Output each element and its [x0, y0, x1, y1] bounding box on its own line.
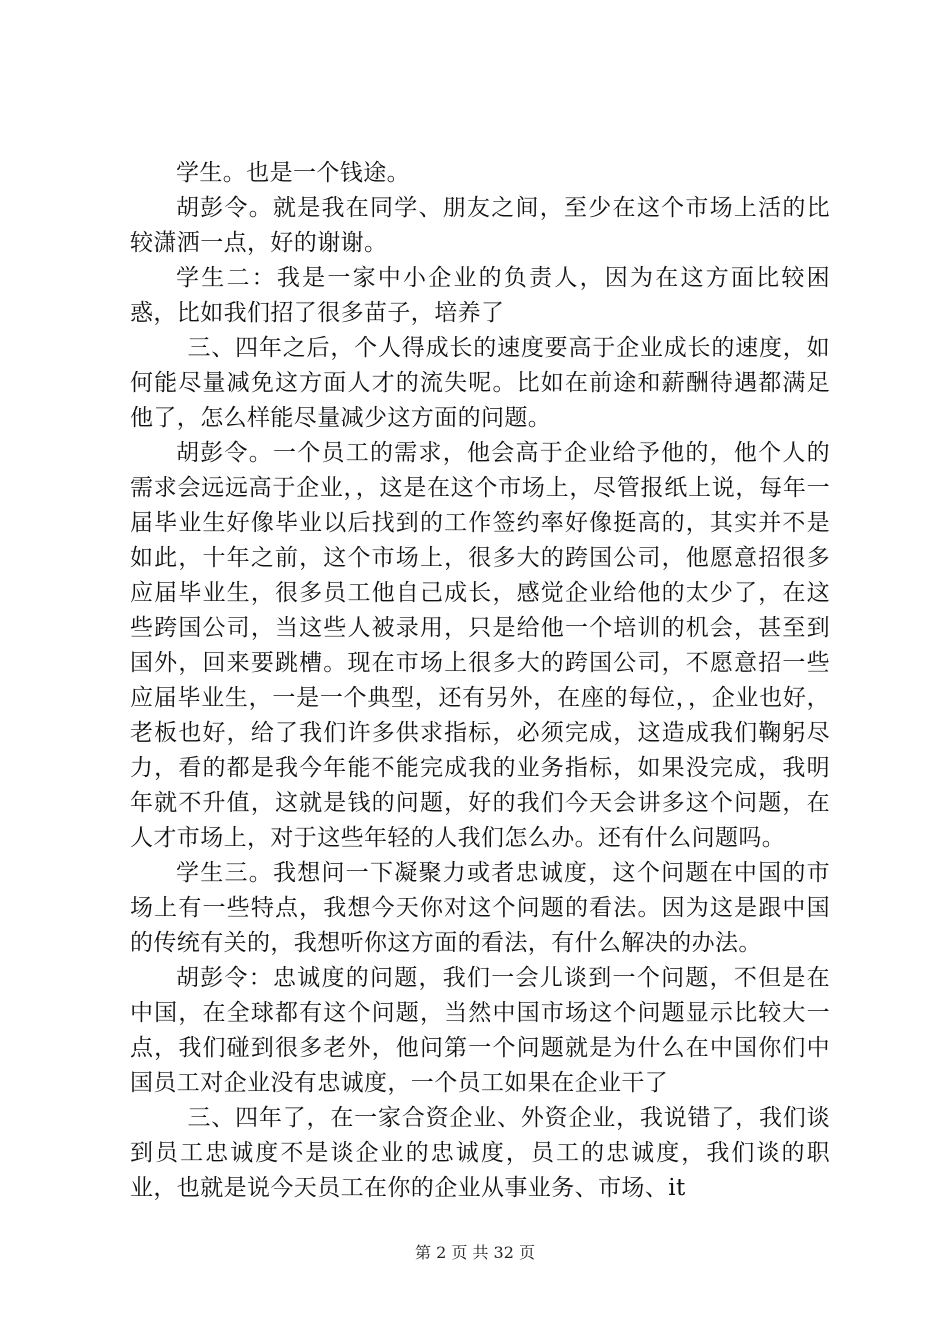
paragraph-5: 胡彭令。一个员工的需求，他会高于企业给予他的，他个人的需求会远远高于企业，，这是在这个市场上，尽管报纸上说，每年一届毕业生好像毕业以后找到的工作签约率好像挺高的，其实并不是如此，十年之前，这个市场上，很多大的跨国公司，他愿意招很多应届毕业生，很多员工他自己成长，感觉企业给他的太少了，在这些跨国公司，当这些人被录用，只是给他一个培训的机会，甚至到国外，回来要跳槽。现在市场上很多大的跨国公司，不愿意招一些应届毕业生，一是一个典型，还有另外，在座的每位，，企业也好，老板也好，给了我们许多供求指标，必须完成，这造成我们鞠躬尽力，看的都是我今年能不能完成我的业务指标，如果没完成，我明年就不升值，这就是钱的问题，好的我们今天会讲多这个问题，在人才市场上，对于这些年轻的人我们怎么办。还有什么问题吗。 [130, 440, 830, 851]
paragraph-7: 胡彭令：忠诚度的问题，我们一会儿谈到一个问题，不但是在中国，在全球都有这个问题，当然中国市场这个问题显示比较大一点，我们碰到很多老外，他问第一个问题就是为什么在中国你们中国员工对企业没有忠诚度，一个员工如果在企业干了 [130, 965, 830, 1096]
paragraph-2: 胡彭令。就是我在同学、朋友之间，至少在这个市场上活的比较潇洒一点，好的谢谢。 [130, 195, 830, 256]
body-text [130, 156, 830, 1206]
page-number-footer: 第 2 页 共 32 页 [415, 1243, 535, 1262]
paragraph-1: 学生。也是一个钱途。 [176, 160, 410, 186]
paragraph-6: 学生三。我想问一下凝聚力或者忠诚度，这个问题在中国的市场上有一些特点，我想今天你对这个问题的看法。因为这是跟中国的传统有关的，我想听你这方面的看法，有什么解决的办法。 [130, 860, 830, 956]
paragraph-3: 学生二：我是一家中小企业的负责人，因为在这方面比较困惑，比如我们招了很多苗子，培养了 [130, 265, 830, 326]
paragraph-8: 三、四年了，在一家合资企业、外资企业，我说错了，我们谈到员工忠诚度不是谈企业的忠诚度，员工的忠诚度，我们谈的职业，也就是说今天员工在你的企业从事业务、市场、it [130, 1105, 830, 1201]
paragraph-4: 三、四年之后，个人得成长的速度要高于企业成长的速度，如何能尽量减免这方面人才的流失呢。比如在前途和薪酬待遇都满足他了，怎么样能尽量减少这方面的问题。 [130, 335, 830, 431]
